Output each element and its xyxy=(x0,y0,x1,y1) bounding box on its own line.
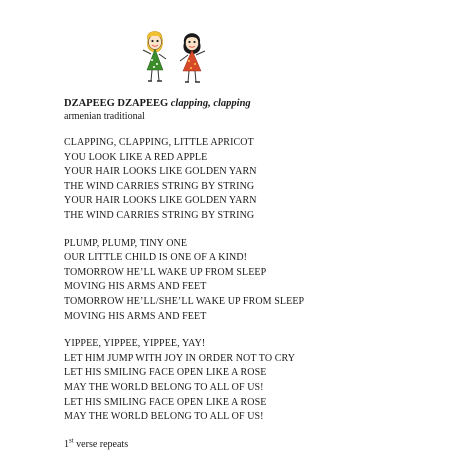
two-dolls-illustration xyxy=(138,26,218,88)
repeat-note-number: 1 xyxy=(64,438,69,450)
stanza-2 xyxy=(64,237,444,325)
lyric-line: OUR LITTLE CHILD IS ONE OF A KIND! xyxy=(64,252,248,264)
stanza-1 xyxy=(64,136,444,224)
song-title-translation: clapping, clapping xyxy=(170,98,251,109)
lyric-line: MAY THE WORLD BELONG TO ALL OF US! xyxy=(64,411,264,423)
stanza-3 xyxy=(64,337,444,425)
repeat-note-ordinal: st xyxy=(69,436,74,445)
lyric-line: MAY THE WORLD BELONG TO ALL OF US! xyxy=(64,381,264,393)
lyric-line: MOVING HIS ARMS AND FEET xyxy=(64,310,207,322)
lyric-line: THE WIND CARRIES STRING BY STRING xyxy=(64,209,255,221)
lyric-line: TOMORROW HE’LL WAKE UP FROM SLEEP xyxy=(64,266,267,278)
lyric-line: PLUMP, PLUMP, TINY ONE xyxy=(64,237,188,249)
repeat-note xyxy=(64,438,444,452)
lyric-line: LET HIS SMILING FACE OPEN LIKE A ROSE xyxy=(64,367,267,379)
repeat-note-text: verse repeats xyxy=(73,438,129,450)
song-lyrics xyxy=(64,97,444,452)
lyric-line: YOUR HAIR LOOKS LIKE GOLDEN YARN xyxy=(64,195,257,207)
lyric-line: YOU LOOK LIKE A RED APPLE xyxy=(64,151,208,163)
dark-haired-doll-figure xyxy=(180,33,205,82)
lyric-line: LET HIM JUMP WITH JOY IN ORDER NOT TO CRY xyxy=(64,352,296,364)
song-title xyxy=(64,97,444,110)
lyric-line: LET HIS SMILING FACE OPEN LIKE A ROSE xyxy=(64,396,267,408)
song-title-main: DZAPEEG DZAPEEG xyxy=(64,98,169,109)
lyric-line: MOVING HIS ARMS AND FEET xyxy=(64,281,207,293)
lyric-line: YIPPEE, YIPPEE, YIPPEE, YAY! xyxy=(64,338,206,350)
lyric-line: THE WIND CARRIES STRING BY STRING xyxy=(64,180,255,192)
lyric-line: TOMORROW HE’LL/SHE’LL WAKE UP FROM SLEEP xyxy=(64,295,305,307)
blonde-doll-figure xyxy=(143,31,166,81)
song-origin: armenian traditional xyxy=(64,111,145,122)
lyric-line: YOUR HAIR LOOKS LIKE GOLDEN YARN xyxy=(64,166,257,178)
lyric-line: CLAPPING, CLAPPING, LITTLE APRICOT xyxy=(64,137,254,148)
